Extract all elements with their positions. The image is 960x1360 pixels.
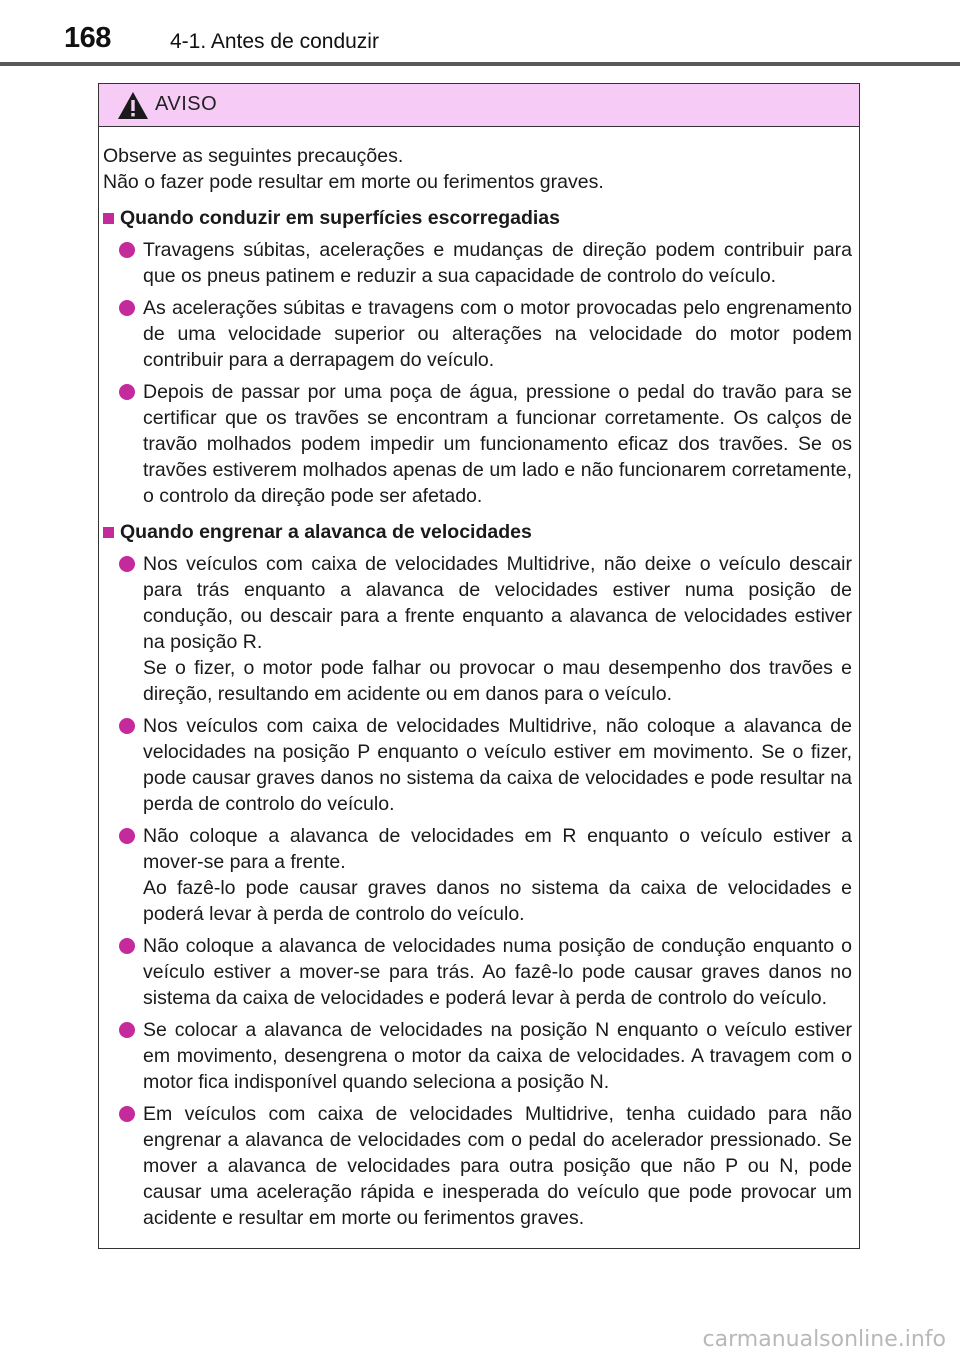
bullet-text: Depois de passar por uma poça de água, pressione o pedal do travão para se certificar que os travões se encontram a funcionar corretamente. Os calços de travão molhados podem impedir um funcionamento eficaz dos travões. Se os travões estiverem molhados apenas de um lado e não funcionarem corretamente, o controlo da direção pode ser afetado.	[143, 381, 852, 507]
warning-box	[98, 83, 860, 1249]
header-divider	[0, 62, 960, 66]
bullet-item	[103, 933, 852, 1011]
section-heading-text: Quando conduzir em superfícies escorregadias	[120, 207, 560, 229]
bullet-text: Nos veículos com caixa de velocidades Multidrive, não coloque a alavanca de velocidades na posição P enquanto o veículo estiver em movimento. Se o fizer, pode causar graves danos no sistema da caixa de velocidades e pode resultar na perda de controlo do veículo.	[143, 715, 852, 815]
square-bullet-icon	[103, 213, 114, 224]
bullet-item	[103, 551, 852, 707]
bullet-item	[103, 237, 852, 289]
circle-bullet-icon	[119, 242, 135, 258]
circle-bullet-icon	[119, 938, 135, 954]
bullet-item	[103, 823, 852, 927]
bullet-text: Travagens súbitas, acelerações e mudanças de direção podem contribuir para que os pneus patinem e reduzir a sua capacidade de controlo do veículo.	[143, 239, 852, 287]
watermark: carmanualsonline.info	[702, 1327, 946, 1352]
bullet-text: As acelerações súbitas e travagens com o motor provocadas pelo engrenamento de uma velocidade superior ou alterações na velocidade do motor podem contribuir para a derrapagem do veículo.	[143, 297, 852, 371]
bullet-text: Nos veículos com caixa de velocidades Multidrive, não deixe o veículo descair para trás enquanto a alavanca de velocidades estiver numa posição de condução, ou descair para a frente enquanto a alavanca de velocidades estiver na posição R.	[143, 553, 852, 653]
bullet-item	[103, 379, 852, 509]
bullet-text: Se o fizer, o motor pode falhar ou provocar o mau desempenho dos travões e direção, resultando em acidente ou em danos para o veículo.	[143, 657, 852, 705]
bullet-item	[103, 1101, 852, 1231]
circle-bullet-icon	[119, 718, 135, 734]
page-header	[0, 0, 960, 70]
circle-bullet-icon	[119, 300, 135, 316]
circle-bullet-icon	[119, 828, 135, 844]
section-heading	[103, 205, 852, 231]
warning-body	[99, 127, 859, 1231]
bullet-text: Ao fazê-lo pode causar graves danos no sistema da caixa de velocidades e poderá levar à perda de controlo do veículo.	[143, 877, 852, 925]
circle-bullet-icon	[119, 556, 135, 572]
section-title: 4-1. Antes de conduzir	[170, 30, 379, 53]
bullet-item	[103, 295, 852, 373]
section-heading-text: Quando engrenar a alavanca de velocidades	[120, 521, 532, 543]
bullet-item	[103, 713, 852, 817]
section-heading	[103, 519, 852, 545]
intro-line: Observe as seguintes precauções.	[103, 145, 404, 167]
bullet-text: Não coloque a alavanca de velocidades em R enquanto o veículo estiver a mover-se para a frente.	[143, 825, 852, 873]
bullet-text: Se colocar a alavanca de velocidades na posição N enquanto o veículo estiver em movimento, desengrena o motor da caixa de velocidades. A travagem com o motor fica indisponível quando seleciona a posição N.	[143, 1019, 852, 1093]
square-bullet-icon	[103, 527, 114, 538]
circle-bullet-icon	[119, 1022, 135, 1038]
page-number: 168	[64, 22, 111, 54]
bullet-item	[103, 1017, 852, 1095]
warning-header	[99, 84, 859, 127]
circle-bullet-icon	[119, 384, 135, 400]
warning-triangle-icon	[117, 91, 149, 120]
intro-line: Não o fazer pode resultar em morte ou ferimentos graves.	[103, 171, 604, 193]
bullet-text: Não coloque a alavanca de velocidades numa posição de condução enquanto o veículo estiver a mover-se para trás. Ao fazê-lo pode causar graves danos no sistema da caixa de velocidades e poderá levar à perda de controlo do veículo.	[143, 935, 852, 1009]
circle-bullet-icon	[119, 1106, 135, 1122]
bullet-text: Em veículos com caixa de velocidades Multidrive, tenha cuidado para não engrenar a alavanca de velocidades com o pedal do acelerador pressionado. Se mover a alavanca de velocidades para outra posição que não P ou N, pode causar uma aceleração rápida e inesperada do veículo que pode provocar um acidente e resultar em morte ou ferimentos graves.	[143, 1103, 852, 1229]
warning-title: AVISO	[155, 93, 218, 115]
